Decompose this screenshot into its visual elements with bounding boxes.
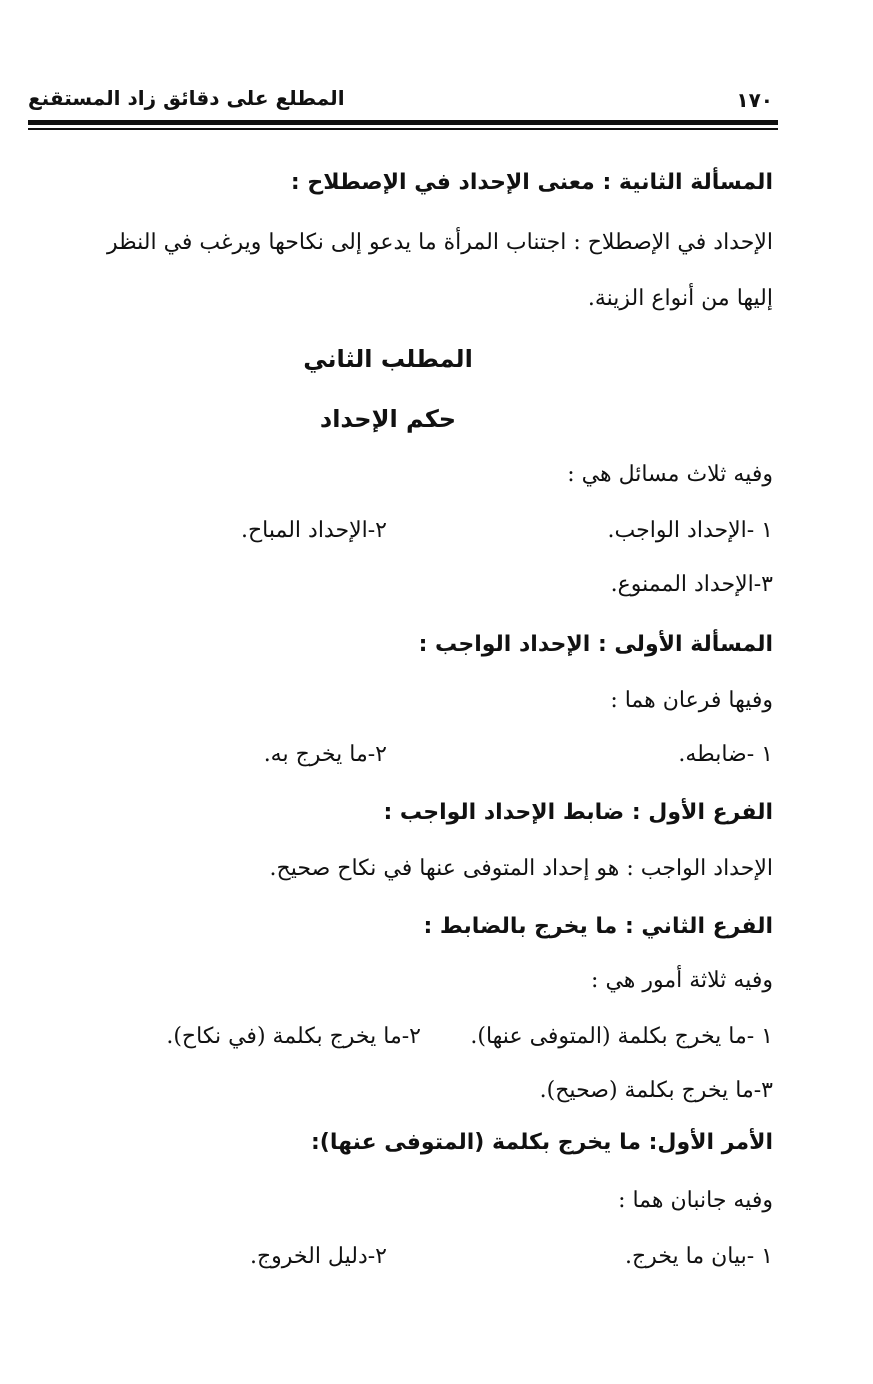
matters-item-2: ٢-ما يخرج بكلمة (في نكاح). [166, 1024, 421, 1049]
header-rule-thin [28, 128, 778, 130]
branch-item-2: ٢-ما يخرج به. [263, 742, 387, 767]
matters-item-1: ١ -ما يخرج بكلمة (المتوفى عنها). [470, 1024, 773, 1049]
page-number: ١٧٠ [736, 88, 773, 112]
definition-line-2: إليها من أنواع الزينة. [587, 286, 773, 311]
issue1-heading: المسألة الأولى : الإحداد الواجب : [418, 632, 773, 657]
matter1-heading: الأمر الأول: ما يخرج بكلمة (المتوفى عنها): [310, 1130, 773, 1155]
matters-item-3: ٣-ما يخرج بكلمة (صحيح). [539, 1078, 773, 1103]
matters-intro: وفيه ثلاثة أمور هي : [591, 968, 773, 993]
definition-line-1: الإحداد في الإصطلاح : اجتناب المرأة ما يدعو إلى نكاحها ويرغب في النظر [106, 230, 773, 255]
aspects-item-2: ٢-دليل الخروج. [249, 1244, 387, 1269]
branch1-text: الإحداد الواجب : هو إحداد المتوفى عنها في نكاح صحيح. [269, 856, 773, 881]
branches-intro: وفيها فرعان هما : [610, 688, 773, 713]
header-rule-thick [28, 120, 778, 125]
section-subtitle: حكم الإحداد [319, 405, 457, 433]
issue2-heading: المسألة الثانية : معنى الإحداد في الإصطلاح : [290, 170, 773, 195]
page-header [28, 84, 773, 124]
section-title: المطلب الثاني [303, 345, 473, 373]
issues-item-1: ١ -الإحداد الواجب. [607, 518, 773, 543]
issues-intro: وفيه ثلاث مسائل هي : [567, 462, 773, 487]
issues-item-2: ٢-الإحداد المباح. [240, 518, 387, 543]
aspects-item-1: ١ -بيان ما يخرج. [624, 1244, 773, 1269]
branch-item-1: ١ -ضابطه. [678, 742, 773, 767]
aspects-intro: وفيه جانبان هما : [618, 1188, 773, 1213]
branch2-heading: الفرع الثاني : ما يخرج بالضابط : [423, 914, 773, 939]
branch1-heading: الفرع الأول : ضابط الإحداد الواجب : [383, 800, 773, 825]
running-title: المطلع على دقائق زاد المستقنع [28, 86, 345, 110]
issues-item-3: ٣-الإحداد الممنوع. [610, 572, 773, 597]
